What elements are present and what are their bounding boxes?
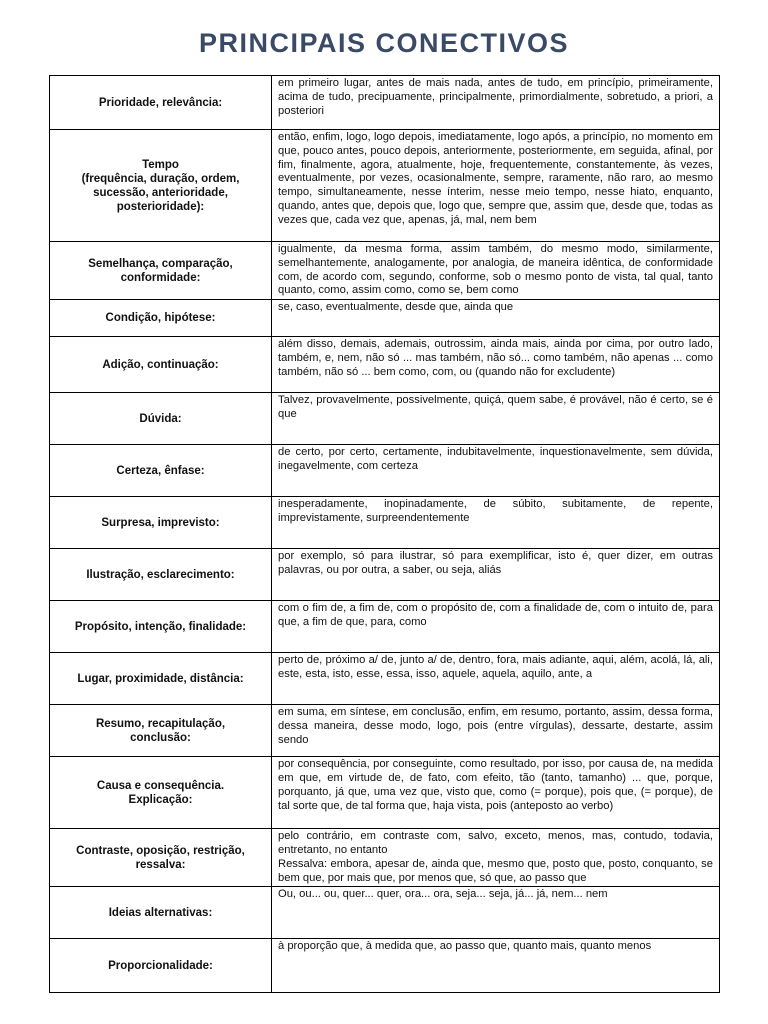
table-row <box>50 705 720 757</box>
table-row <box>50 653 720 705</box>
connectives-text: com o fim de, a fim de, com o propósito de, com a finalidade de, com o intuito de, para que, a fim de que, para, como <box>278 602 713 628</box>
table-row <box>50 601 720 653</box>
category-cell: Prioridade, relevância: <box>50 76 272 130</box>
connectives-text: além disso, demais, ademais, outrossim, ainda mais, ainda por cima, por outro lado, também, e, nem, não só ... mas também, não só... como também, não apenas ... como também, não só ... bem como, com, ou (quando não for excludente) <box>278 338 713 378</box>
connectives-cell <box>272 337 720 393</box>
page-title: PRINCIPAIS CONECTIVOS <box>198 28 570 58</box>
table-row <box>50 887 720 939</box>
table-row <box>50 757 720 829</box>
category-cell: Tempo (frequência, duração, ordem, sucessão, anterioridade, posterioridade): <box>50 130 272 242</box>
category-cell: Condição, hipótese: <box>50 300 272 337</box>
table-row <box>50 337 720 393</box>
connectives-cell <box>272 393 720 445</box>
category-cell: Semelhança, comparação, conformidade: <box>50 242 272 300</box>
category-cell: Ideias alternativas: <box>50 887 272 939</box>
category-cell: Propósito, intenção, finalidade: <box>50 601 272 653</box>
connectives-text: Ou, ou... ou, quer... quer, ora... ora, seja... seja, já... já, nem... nem <box>278 888 608 901</box>
connectives-cell <box>272 300 720 337</box>
table-row <box>50 242 720 300</box>
category-cell: Contraste, oposição, restrição, ressalva: <box>50 829 272 887</box>
connectives-cell <box>272 653 720 705</box>
connectives-cell <box>272 549 720 601</box>
table-row <box>50 300 720 337</box>
category-cell: Surpresa, imprevisto: <box>50 497 272 549</box>
connectives-text: então, enfim, logo, logo depois, imediatamente, logo após, a princípio, no momento em que, pouco antes, pouco depois, anteriormente, posteriormente, em seguida, afinal, por fim, finalmente, agora, atualmente, hoje, frequentemente, constantemente, às vezes, eventualmente, por vezes, ocasionalmente, sempre, raramente, não raro, ao mesmo tempo, simultaneamente, nesse ínterim, nesse meio tempo, nesse hiato, enquanto, quando, antes que, depois que, logo que, sempre que, assim que, desde que, todas as vezes que, cada vez que, apenas, já, mal, nem bem <box>278 131 713 226</box>
connectives-text: de certo, por certo, certamente, indubitavelmente, inquestionavelmente, sem dúvida, inegavelmente, com certeza <box>278 446 713 472</box>
connectives-text: em primeiro lugar, antes de mais nada, antes de tudo, em princípio, primeiramente, acima de tudo, precipuamente, principalmente, primordialmente, sobretudo, a priori, a posteriori <box>278 77 713 117</box>
table-row <box>50 130 720 242</box>
category-cell: Resumo, recapitulação, conclusão: <box>50 705 272 757</box>
connectives-cell <box>272 76 720 130</box>
connectives-text: em suma, em síntese, em conclusão, enfim, em resumo, portanto, assim, dessa forma, dessa maneira, desse modo, logo, pois (entre vírgulas), dessarte, destarte, assim sendo <box>278 706 713 746</box>
category-cell: Lugar, proximidade, distância: <box>50 653 272 705</box>
connectives-text: se, caso, eventualmente, desde que, ainda que <box>278 301 514 314</box>
connectives-text: por consequência, por conseguinte, como resultado, por isso, por causa de, na medida em que, em virtude de, de fato, com efeito, tão (tanto, tamanho) ... que, porque, porquanto, já que, uma vez que, visto que, como (= porque), pois que, (= porque), de tal sorte que, de tal forma que, haja vista, pois (anteposto ao verbo) <box>278 758 713 812</box>
category-cell: Adição, continuação: <box>50 337 272 393</box>
category-cell: Certeza, ênfase: <box>50 445 272 497</box>
connectives-text: Talvez, provavelmente, possivelmente, quiçá, quem sabe, é provável, não é certo, se é que <box>278 394 713 420</box>
table-row <box>50 76 720 130</box>
connectives-text: à proporção que, à medida que, ao passo que, quanto mais, quanto menos <box>278 940 652 953</box>
connectives-table <box>49 75 720 993</box>
connectives-text: perto de, próximo a/ de, junto a/ de, dentro, fora, mais adiante, aqui, além, acolá, lá, ali, este, esta, isto, esse, essa, isso, aquele, aquela, aquilo, ante, a <box>278 654 713 680</box>
connectives-text: igualmente, da mesma forma, assim também, do mesmo modo, similarmente, semelhantemente, analogamente, por analogia, de maneira idêntica, de conformidade com, de acordo com, segundo, conforme, sob o mesmo ponto de vista, tal qual, tanto quanto, como, assim como, como se, bem como <box>278 243 713 297</box>
table-row <box>50 549 720 601</box>
connectives-cell <box>272 242 720 300</box>
connectives-cell <box>272 939 720 993</box>
category-cell: Ilustração, esclarecimento: <box>50 549 272 601</box>
table-row <box>50 939 720 993</box>
connectives-text: Ressalva: embora, apesar de, ainda que, mesmo que, posto que, posto, conquanto, se bem que, por mais que, por menos que, só que, ao passo que <box>278 857 713 884</box>
connectives-cell <box>272 130 720 242</box>
connectives-cell <box>272 887 720 939</box>
category-cell: Causa e consequência. Explicação: <box>50 757 272 829</box>
table-row <box>50 829 720 887</box>
table-row <box>50 393 720 445</box>
connectives-cell <box>272 601 720 653</box>
connectives-text: por exemplo, só para ilustrar, só para exemplificar, isto é, quer dizer, em outras palavras, ou por outra, a saber, ou seja, aliás <box>278 550 713 576</box>
connectives-cell <box>272 705 720 757</box>
connectives-cell <box>272 445 720 497</box>
connectives-cell <box>272 829 720 887</box>
connectives-cell <box>272 497 720 549</box>
category-cell: Proporcionalidade: <box>50 939 272 993</box>
connectives-text: pelo contrário, em contraste com, salvo, exceto, menos, mas, contudo, todavia, entretanto, no entanto <box>278 830 713 856</box>
connectives-cell <box>272 757 720 829</box>
table-row <box>50 445 720 497</box>
connectives-text: inesperadamente, inopinadamente, de súbito, subitamente, de repente, imprevistamente, surpreendentemente <box>278 498 713 524</box>
category-cell: Dúvida: <box>50 393 272 445</box>
table-row <box>50 497 720 549</box>
